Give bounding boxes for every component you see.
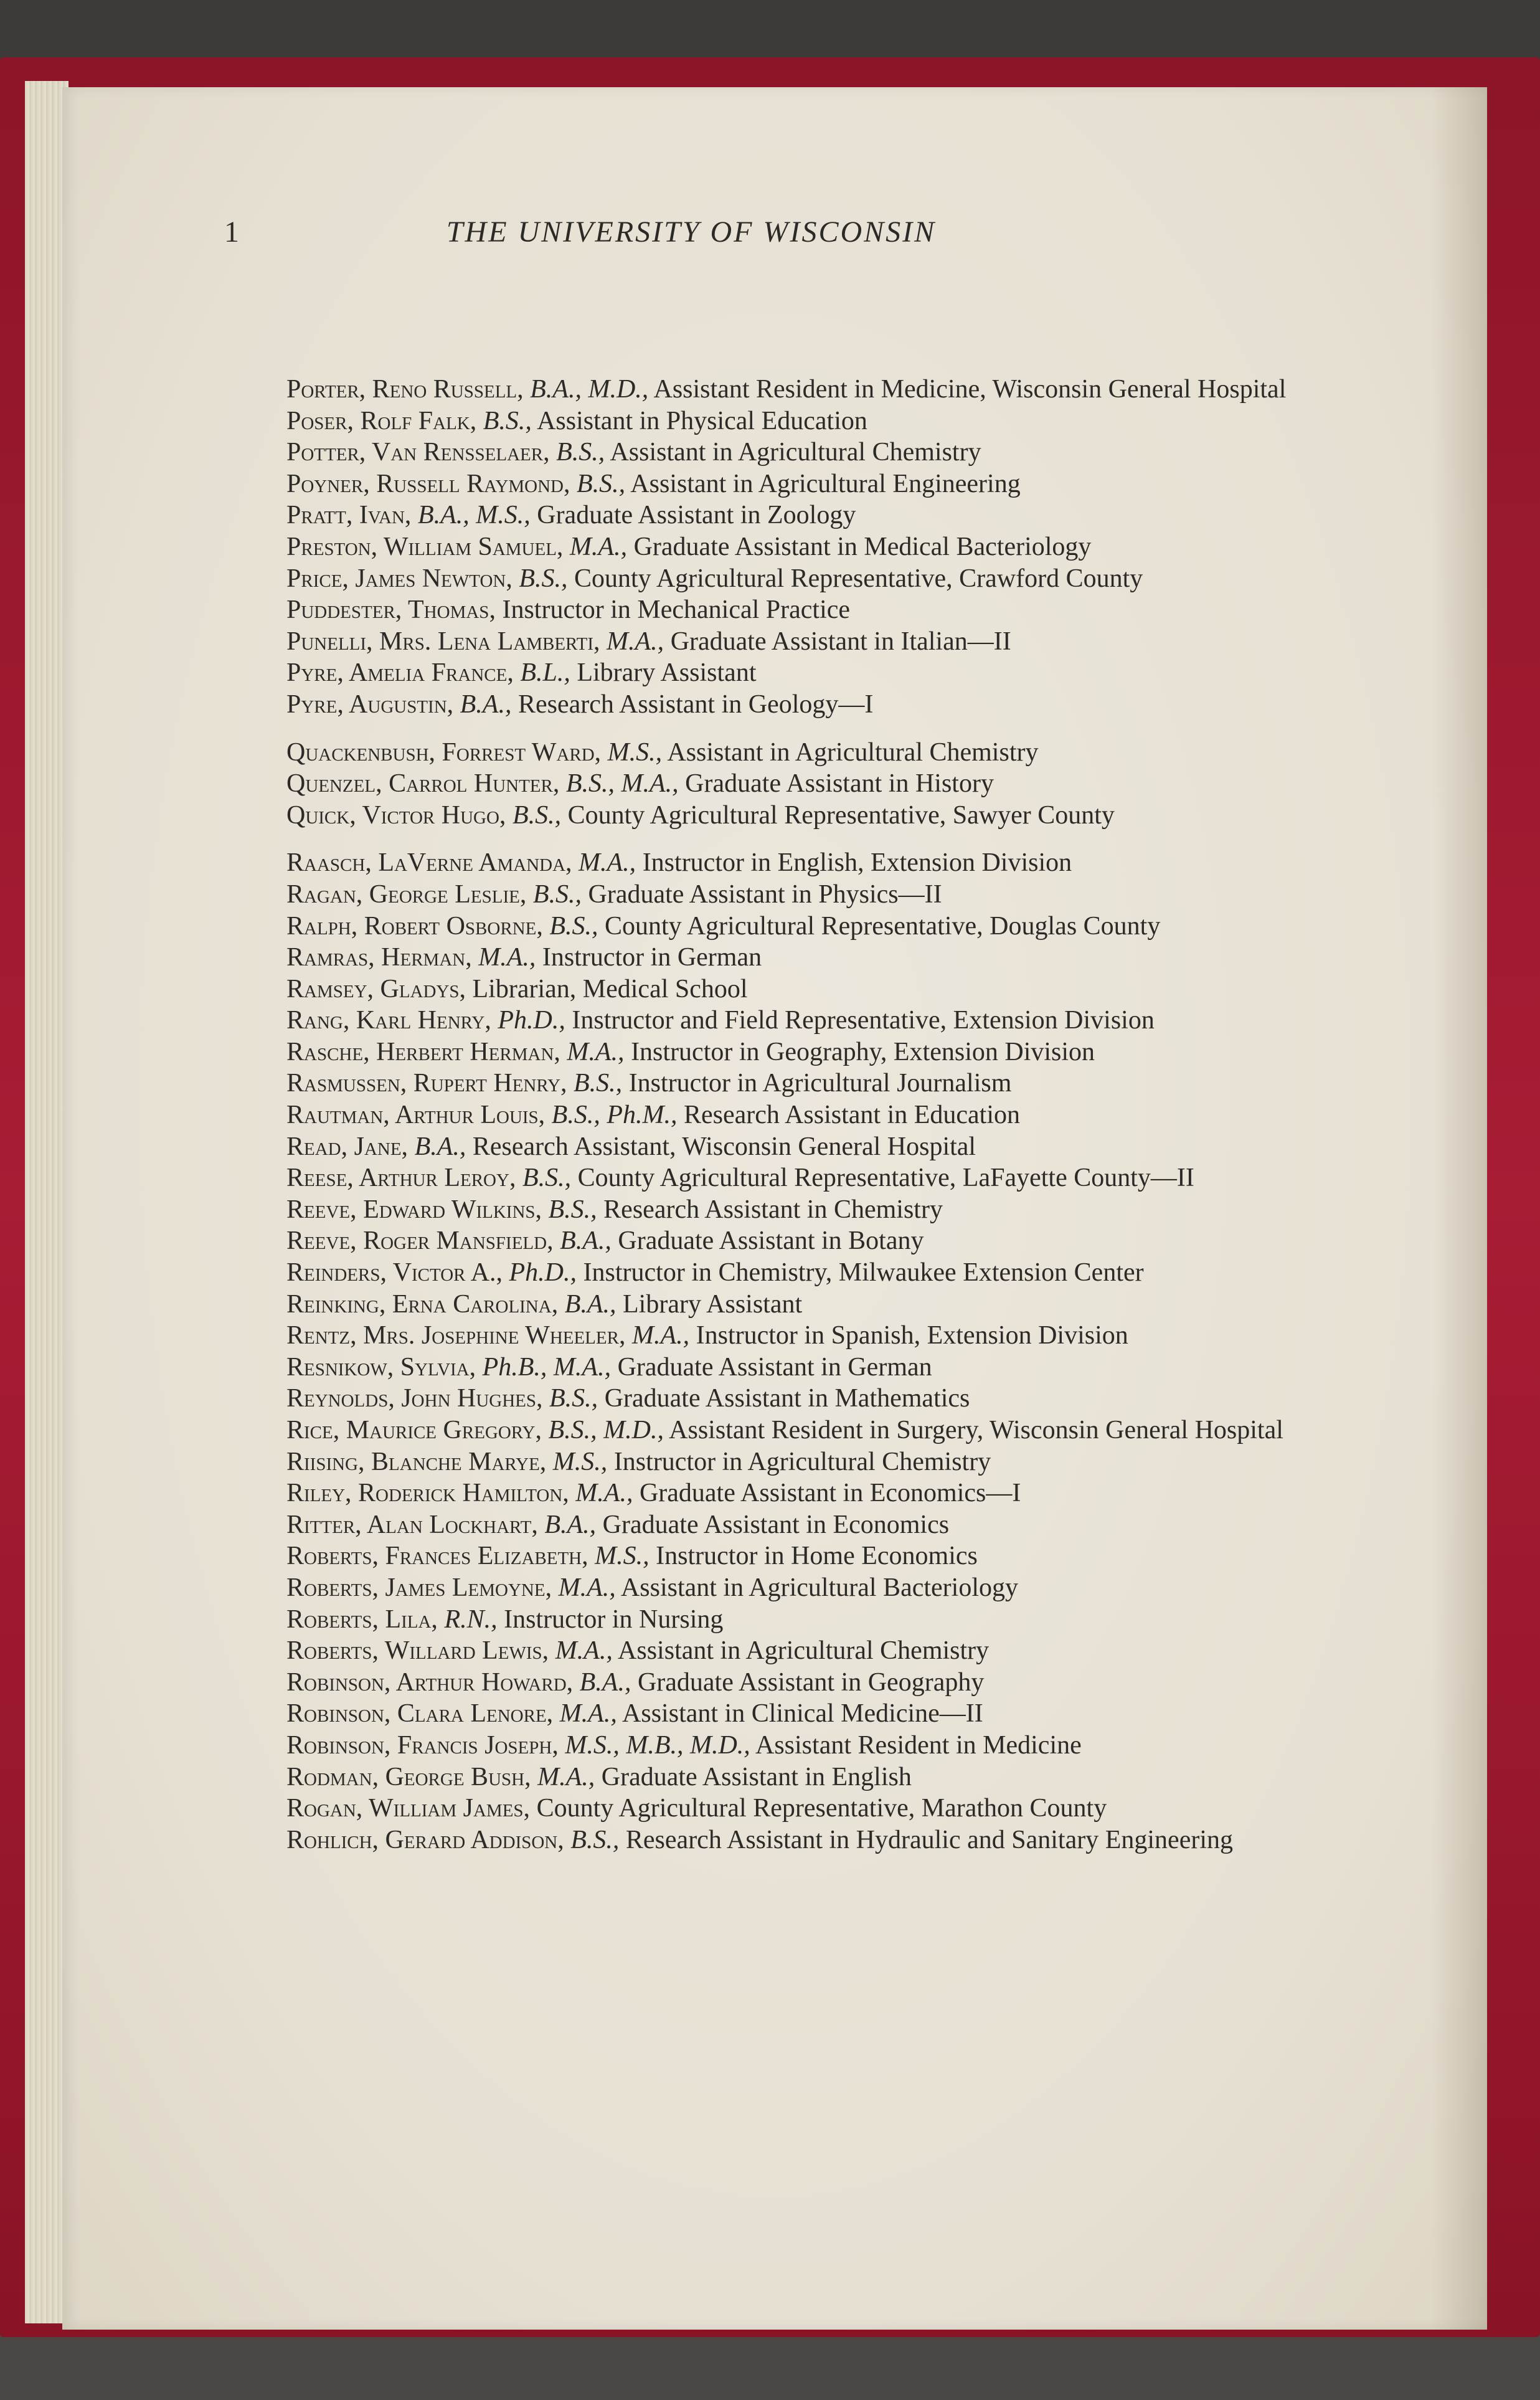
entry-name: Quick, Victor Hugo,: [286, 800, 506, 830]
entry-degrees: B.S.,: [549, 911, 598, 941]
entry-degrees: M.S.,: [607, 738, 663, 767]
entry-degrees: M.A.,: [579, 848, 636, 878]
entry-name: Reese, Arthur Leroy,: [286, 1164, 516, 1193]
entry-name: Roberts, Lila,: [286, 1605, 438, 1634]
page-number: 1: [224, 216, 239, 249]
entry-name: Rogan, William James,: [286, 1794, 531, 1823]
entry-position: Assistant in Physical Education: [537, 406, 867, 435]
entry-degrees: B.A.,: [544, 1510, 597, 1539]
entry-position: County Agricultural Representative, Marathon County: [536, 1794, 1107, 1823]
entry-position: Research Assistant, Wisconsin General Hospital: [472, 1132, 976, 1161]
entry-degrees: B.S.,: [532, 880, 582, 909]
entry-degrees: M.A.,: [559, 1699, 617, 1729]
directory-entry: [286, 1604, 1370, 1636]
directory-entry: [286, 737, 1370, 769]
directory-entry: [286, 374, 1370, 406]
directory-entry: [286, 942, 1370, 974]
entry-position: Library Assistant: [577, 658, 757, 688]
entry-name: Quackenbush, Forrest Ward,: [286, 738, 602, 767]
entry-name: Rentz, Mrs. Josephine Wheeler,: [286, 1321, 626, 1350]
entry-position: Assistant Resident in Medicine: [755, 1730, 1082, 1760]
entry-position: Instructor in Chemistry, Milwaukee Extension Center: [583, 1258, 1144, 1288]
directory-entry: [286, 1635, 1370, 1667]
directory-entry: [286, 1099, 1370, 1131]
entry-degrees: B.S.,: [522, 1164, 572, 1193]
directory-entry: [286, 1005, 1370, 1036]
directory-entry: [286, 1793, 1370, 1824]
entry-position: Assistant Resident in Medicine, Wisconsin General Hospital: [653, 375, 1287, 404]
entry-position: Instructor and Field Representative, Extension Division: [572, 1006, 1155, 1035]
entry-position: Instructor in Mechanical Practice: [502, 595, 851, 625]
directory-entry: [286, 1509, 1370, 1541]
entry-position: Librarian, Medical School: [472, 974, 748, 1003]
directory-entry: [286, 800, 1370, 832]
entry-name: Punelli, Mrs. Lena Lamberti,: [286, 627, 600, 656]
entry-name: Pratt, Ivan,: [286, 501, 412, 530]
entry-degrees: B.L.,: [520, 658, 570, 688]
entry-name: Ritter, Alan Lockhart,: [286, 1510, 538, 1539]
entry-position: Instructor in English, Extension Division: [642, 848, 1072, 878]
entry-position: Assistant in Clinical Medicine—II: [622, 1699, 983, 1729]
entry-position: Instructor in Agricultural Chemistry: [613, 1447, 991, 1476]
entry-degrees: Ph.D.,: [509, 1258, 577, 1288]
entry-position: County Agricultural Representative, LaFayette County—II: [577, 1164, 1194, 1193]
running-head: [224, 215, 1158, 265]
entry-name: Reeve, Roger Mansfield,: [286, 1226, 554, 1256]
entry-position: County Agricultural Representative, Sawyer County: [567, 800, 1115, 830]
entry-name: Roberts, Frances Elizabeth,: [286, 1542, 588, 1571]
entry-name: Reynolds, John Hughes,: [286, 1384, 543, 1413]
staff-directory-list: [286, 374, 1370, 1856]
entry-name: Potter, Van Rensselaer,: [286, 438, 550, 467]
entry-name: Pyre, Amelia France,: [286, 658, 514, 688]
entry-position: Graduate Assistant in Geography: [637, 1667, 985, 1697]
entry-position: Graduate Assistant in History: [685, 769, 994, 799]
entry-name: Roberts, Willard Lewis,: [286, 1636, 549, 1666]
entry-degrees: B.S., M.A.,: [565, 769, 679, 799]
entry-position: Graduate Assistant in Economics—I: [639, 1479, 1021, 1508]
entry-degrees: B.S.,: [556, 438, 605, 467]
entry-name: Rice, Maurice Gregory,: [286, 1416, 542, 1444]
entry-position: Assistant in Agricultural Engineering: [630, 469, 1021, 498]
entry-position: Library Assistant: [623, 1289, 803, 1319]
entry-name: Riley, Roderick Hamilton,: [286, 1479, 569, 1508]
entry-position: Graduate Assistant in German: [617, 1352, 932, 1382]
entry-degrees: M.A.,: [607, 627, 664, 656]
entry-degrees: R.N.,: [444, 1605, 498, 1634]
directory-entry: [286, 1762, 1370, 1793]
entry-position: Assistant in Agricultural Bacteriology: [620, 1573, 1018, 1602]
entry-degrees: M.A.,: [567, 1037, 625, 1066]
directory-entry: [286, 406, 1370, 437]
entry-name: Preston, William Samuel,: [286, 532, 564, 561]
entry-name: Reinking, Erna Carolina,: [286, 1289, 559, 1319]
entry-degrees: B.A.,: [560, 1226, 612, 1256]
directory-entry: [286, 1131, 1370, 1163]
entry-degrees: B.A., M.D.,: [530, 375, 649, 404]
directory-entry: [286, 1477, 1370, 1509]
entry-name: Poyner, Russell Raymond,: [286, 469, 570, 498]
directory-entry: [286, 437, 1370, 468]
entry-position: Research Assistant in Education: [683, 1101, 1021, 1130]
directory-entry: [286, 1289, 1370, 1321]
entry-degrees: M.A.,: [478, 943, 536, 972]
entry-degrees: Ph.B., M.A.,: [482, 1352, 612, 1382]
entry-degrees: B.A.,: [414, 1132, 466, 1161]
directory-entry: [286, 657, 1370, 689]
entry-position: Instructor in Geography, Extension Division: [631, 1037, 1095, 1066]
directory-entry: [286, 768, 1370, 800]
entry-position: Graduate Assistant in Italian—II: [670, 627, 1011, 656]
entry-name: Price, James Newton,: [286, 564, 513, 593]
directory-entry: [286, 594, 1370, 626]
entry-name: Read, Jane,: [286, 1132, 409, 1161]
directory-entry: [286, 1572, 1370, 1604]
entry-degrees: B.A.,: [564, 1289, 616, 1319]
directory-entry: [286, 911, 1370, 942]
entry-position: Graduate Assistant in Physics—II: [588, 880, 942, 909]
entry-position: Graduate Assistant in Economics: [602, 1510, 950, 1539]
entry-position: Graduate Assistant in Medical Bacteriology: [633, 532, 1092, 561]
entry-degrees: M.A.,: [537, 1762, 595, 1791]
entry-position: Instructor in Home Economics: [656, 1542, 978, 1571]
entry-position: Graduate Assistant in Zoology: [537, 501, 856, 530]
entry-name: Rang, Karl Henry,: [286, 1006, 491, 1035]
entry-degrees: M.A.,: [569, 532, 628, 561]
entry-degrees: B.S.,: [483, 406, 532, 435]
entry-degrees: M.A.,: [555, 1636, 613, 1666]
directory-entry: [286, 1225, 1370, 1257]
entry-position: Instructor in German: [542, 943, 762, 972]
directory-entry: [286, 1036, 1370, 1068]
running-title: THE UNIVERSITY OF WISCONSIN: [446, 216, 937, 249]
directory-entry: [286, 1194, 1370, 1226]
entry-name: Reeve, Edward Wilkins,: [286, 1195, 542, 1224]
entry-position: Assistant in Agricultural Chemistry: [618, 1636, 990, 1666]
entry-name: Poser, Rolf Falk,: [286, 406, 477, 435]
entry-name: Reinders, Victor A.,: [286, 1258, 503, 1288]
entry-name: Robinson, Arthur Howard,: [286, 1667, 574, 1697]
entry-degrees: M.S., M.B., M.D.,: [565, 1730, 750, 1760]
directory-entry: [286, 1415, 1370, 1446]
directory-entry: [286, 879, 1370, 911]
directory-entry: [286, 1257, 1370, 1289]
entry-degrees: B.A., M.S.,: [417, 501, 531, 530]
entry-position: Assistant in Agricultural Chemistry: [667, 738, 1039, 767]
directory-entry: [286, 1320, 1370, 1352]
entry-position: Graduate Assistant in English: [601, 1762, 912, 1791]
directory-entry: [286, 1446, 1370, 1478]
entry-name: Rautman, Arthur Louis,: [286, 1101, 546, 1130]
entry-position: Assistant in Agricultural Chemistry: [610, 438, 981, 467]
entry-name: Ramsey, Gladys,: [286, 974, 466, 1003]
entry-position: Instructor in Agricultural Journalism: [628, 1069, 1012, 1098]
directory-entry: [286, 1352, 1370, 1383]
entry-position: Instructor in Spanish, Extension Division: [696, 1321, 1128, 1350]
entry-name: Roberts, James Lemoyne,: [286, 1573, 552, 1602]
entry-name: Resnikow, Sylvia,: [286, 1352, 476, 1382]
entry-name: Puddester, Thomas,: [286, 595, 496, 625]
directory-entry: [286, 1824, 1370, 1856]
entry-name: Ragan, George Leslie,: [286, 880, 527, 909]
entry-name: Raasch, LaVerne Amanda,: [286, 848, 572, 878]
entry-degrees: B.S., Ph.M.,: [551, 1101, 678, 1130]
entry-name: Rasmussen, Rupert Henry,: [286, 1069, 567, 1098]
page-gutter-shadow: [1431, 87, 1487, 2330]
entry-degrees: B.S.,: [519, 564, 568, 593]
directory-entry: [286, 1162, 1370, 1194]
entry-degrees: B.S.,: [512, 800, 562, 830]
entry-name: Ralph, Robert Osborne,: [286, 911, 543, 941]
entry-position: Research Assistant in Hydraulic and Sanitary Engineering: [625, 1825, 1233, 1854]
entry-degrees: M.A.,: [575, 1479, 633, 1508]
directory-entry: [286, 1540, 1370, 1572]
entry-name: Rodman, George Bush,: [286, 1762, 531, 1791]
entry-degrees: B.S.,: [576, 469, 626, 498]
entry-name: Rohlich, Gerard Addison,: [286, 1825, 564, 1854]
directory-entry: [286, 500, 1370, 531]
directory-entry: [286, 689, 1370, 721]
entry-position: County Agricultural Representative, Crawford County: [574, 564, 1143, 593]
directory-entry: [286, 1730, 1370, 1762]
entry-name: Quenzel, Carrol Hunter,: [286, 769, 560, 799]
entry-name: Rasche, Herbert Herman,: [286, 1037, 560, 1066]
directory-entry: [286, 468, 1370, 500]
entry-degrees: M.A.,: [631, 1321, 690, 1350]
entry-degrees: M.S.,: [552, 1447, 608, 1476]
entry-position: Assistant Resident in Surgery, Wisconsin General Hospital: [669, 1416, 1283, 1444]
directory-entry: [286, 847, 1370, 879]
entry-degrees: B.S.,: [548, 1195, 597, 1224]
entry-degrees: B.S.,: [549, 1384, 598, 1413]
directory-entry: [286, 1068, 1370, 1099]
entry-name: Robinson, Francis Joseph,: [286, 1730, 559, 1760]
entry-degrees: B.S., M.D.,: [548, 1416, 664, 1444]
entry-position: County Agricultural Representative, Douglas County: [604, 911, 1161, 941]
entry-degrees: M.A.,: [558, 1573, 616, 1602]
entry-position: Instructor in Nursing: [504, 1605, 724, 1634]
entry-name: Ramras, Herman,: [286, 943, 472, 972]
directory-entry: [286, 1698, 1370, 1730]
entry-position: Research Assistant in Geology—I: [517, 690, 874, 719]
entry-degrees: Ph.D.,: [498, 1006, 565, 1035]
directory-entry: [286, 531, 1370, 563]
entry-name: Riising, Blanche Marye,: [286, 1447, 547, 1476]
entry-degrees: B.S.,: [574, 1069, 623, 1098]
entry-position: Graduate Assistant in Mathematics: [604, 1384, 970, 1413]
directory-entry: [286, 626, 1370, 658]
directory-entry: [286, 563, 1370, 595]
entry-degrees: M.S.,: [595, 1542, 650, 1571]
entry-name: Robinson, Clara Lenore,: [286, 1699, 554, 1729]
directory-entry: [286, 974, 1370, 1005]
entry-degrees: B.A.,: [579, 1667, 631, 1697]
directory-entry: [286, 1667, 1370, 1699]
entry-name: Porter, Reno Russell,: [286, 375, 524, 404]
entry-name: Pyre, Augustin,: [286, 690, 454, 719]
directory-entry: [286, 1383, 1370, 1415]
entry-degrees: B.A.,: [460, 690, 512, 719]
entry-degrees: B.S.,: [570, 1825, 620, 1854]
entry-position: Graduate Assistant in Botany: [618, 1226, 924, 1256]
entry-position: Research Assistant in Chemistry: [603, 1195, 943, 1224]
